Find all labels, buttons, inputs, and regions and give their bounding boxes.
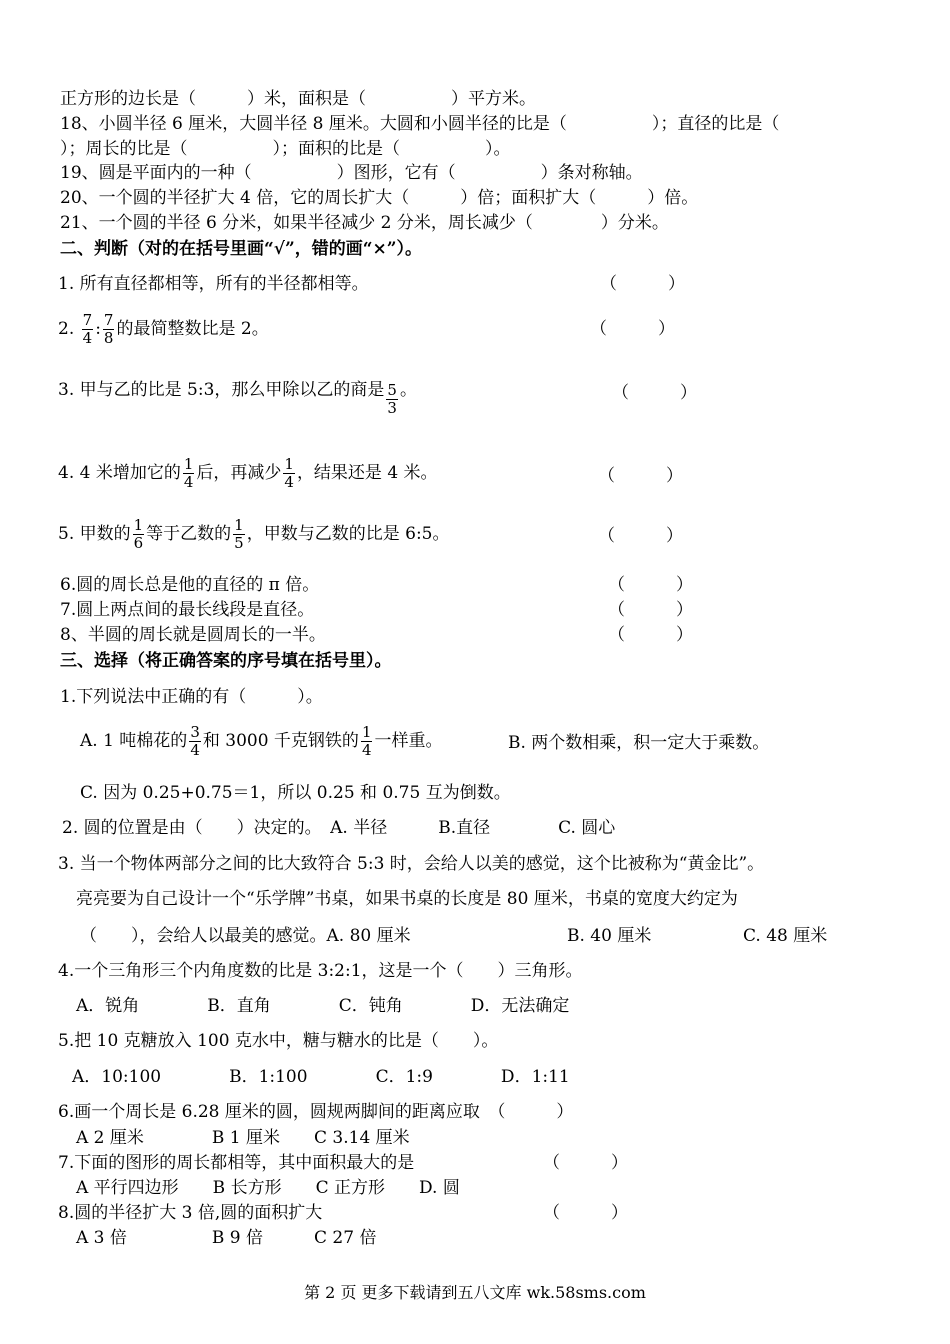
fraction: $\frac{7}{4}$: [82, 311, 93, 347]
choice-q8-options: A 3 倍 B 9 倍 C 27 倍: [76, 1228, 377, 1248]
choice-q4: 4.一个三角形三个内角度数的比是 3:2:1，这是一个（ ）三角形。: [58, 961, 583, 981]
fraction: $\frac{1}{6}$: [133, 516, 144, 552]
choice-q1: 1.下列说法中正确的有（ ）。: [60, 687, 323, 707]
judge-q8-answer-paren: （ ）: [608, 625, 693, 645]
fraction: $\frac{5}{3}$: [387, 381, 397, 417]
fraction: $\frac{1}{4}$: [284, 455, 294, 491]
choice-q1-option-a: A. 1 吨棉花的 $\frac{3}{4}$ 和 3000 千克钢铁的 $\frac{1}{4}$ 一样重。: [80, 723, 443, 759]
judge-q8: 8、半圆的周长就是圆周长的一半。: [60, 625, 326, 645]
fraction: $\frac{1}{5}$: [234, 516, 244, 552]
choice-q5-options: A．10:100 B．1:100 C．1:9 D．1:11: [72, 1067, 570, 1087]
fill-line-21: 21、一个圆的半径 6 分米，如果半径减少 2 分米，周长减少（ ）分米。: [60, 213, 669, 233]
choice-q7: 7.下面的图形的周长都相等，其中面积最大的是: [58, 1153, 415, 1173]
fraction: $\frac{3}{4}$: [190, 723, 200, 759]
judge-q2-number: 2.: [58, 319, 75, 339]
choice-q1-option-b: B. 两个数相乘，积一定大于乘数。: [508, 733, 770, 753]
judge-q4-answer-paren: （ ）: [598, 466, 683, 486]
section-heading-judge: 二、判断（对的在括号里画“√”，错的画“×”）。: [60, 239, 423, 259]
judge-q3-answer-paren: （ ）: [612, 383, 697, 403]
judge-q3: 3. 甲与乙的比是 5:3，那么甲除以乙的商是 $\frac{5}{3}$ 。: [58, 380, 417, 417]
judge-q5: 5. 甲数的 $\frac{1}{6}$ 等于乙数的 $\frac{1}{5}$ ，甲数与乙数的比是 6:5。: [58, 516, 450, 552]
judge-q6-answer-paren: （ ）: [608, 575, 693, 595]
choice-q7-answer-paren: （ ）: [543, 1153, 628, 1173]
choice-q7-options: A 平行四边形 B 长方形 C 正方形 D. 圆: [76, 1178, 460, 1198]
choice-q1-option-c: C. 因为 0.25+0.75＝1，所以 0.25 和 0.75 互为倒数。: [80, 783, 511, 803]
judge-q6: 6.圆的周长总是他的直径的 π 倍。: [60, 575, 320, 595]
choice-q8: 8.圆的半径扩大 3 倍,圆的面积扩大: [58, 1203, 323, 1223]
choice-q3-line1: 3. 当一个物体两部分之间的比大致符合 5:3 时，会给人以美的感觉，这个比被称为“黄金比”。: [58, 854, 765, 874]
fill-line-18b: ）；周长的比是（ ）；面积的比是（ ）。: [60, 139, 511, 159]
fill-line-18a: 18、小圆半径 6 厘米，大圆半径 8 厘米。大圆和小圆半径的比是（ ）；直径的比是（: [60, 114, 780, 134]
section-heading-choice: 三、选择（将正确答案的序号填在括号里）。: [60, 651, 392, 671]
judge-q7-answer-paren: （ ）: [608, 600, 693, 620]
choice-q2: 2. 圆的位置是由（ ）决定的。 A. 半径 B.直径 C. 圆心: [62, 818, 616, 838]
choice-q3-option-b: B. 40 厘米: [567, 926, 652, 946]
judge-q5-answer-paren: （ ）: [598, 526, 683, 546]
judge-q1-answer-paren: （ ）: [600, 274, 685, 294]
choice-q3-option-c: C. 48 厘米: [743, 926, 828, 946]
judge-q1: 1. 所有直径都相等，所有的半径都相等。: [58, 274, 369, 294]
choice-q6: 6.画一个周长是 6.28 厘米的圆，圆规两脚间的距离应取 （ ）: [58, 1102, 574, 1122]
fill-line-20: 20、一个圆的半径扩大 4 倍，它的周长扩大（ ）倍；面积扩大（ ）倍。: [60, 188, 699, 208]
judge-q7: 7.圆上两点间的最长线段是直径。: [60, 600, 315, 620]
choice-q8-answer-paren: （ ）: [543, 1203, 628, 1223]
judge-q4: 4. 4 米增加它的 $\frac{1}{4}$ 后，再减少 $\frac{1}{4}$ ，结果还是 4 米。: [58, 455, 438, 491]
choice-q5: 5.把 10 克糖放入 100 克水中，糖与糖水的比是（ ）。: [58, 1031, 499, 1051]
page-footer: 第 2 页 更多下载请到五八文库 wk.58sms.com: [304, 1283, 646, 1302]
fill-line-square: 正方形的边长是（ ）米，面积是（ ）平方米。: [60, 89, 536, 109]
choice-q4-options: A．锐角 B．直角 C．钝角 D．无法确定: [76, 996, 570, 1016]
choice-q3-line3: （ ），会给人以最美的感觉。A. 80 厘米: [80, 926, 411, 946]
choice-q6-options: A 2 厘米 B 1 厘米 C 3.14 厘米: [76, 1128, 410, 1148]
choice-q3-line2: 亮亮要为自己设计一个“乐学牌”书桌，如果书桌的长度是 80 厘米，书桌的宽度大约定为: [76, 889, 738, 909]
fill-line-19: 19、圆是平面内的一种（ ）图形，它有（ ）条对称轴。: [60, 163, 643, 183]
judge-q2-answer-paren: （ ）: [590, 319, 675, 339]
fraction: $\frac{1}{4}$: [361, 723, 372, 759]
fraction: $\frac{7}{8}$: [103, 311, 114, 347]
judge-q2: 2. $\frac{7}{4}$ : $\frac{7}{8}$ 的最简整数比是 2。: [58, 311, 269, 347]
fraction: $\frac{1}{4}$: [183, 455, 194, 491]
